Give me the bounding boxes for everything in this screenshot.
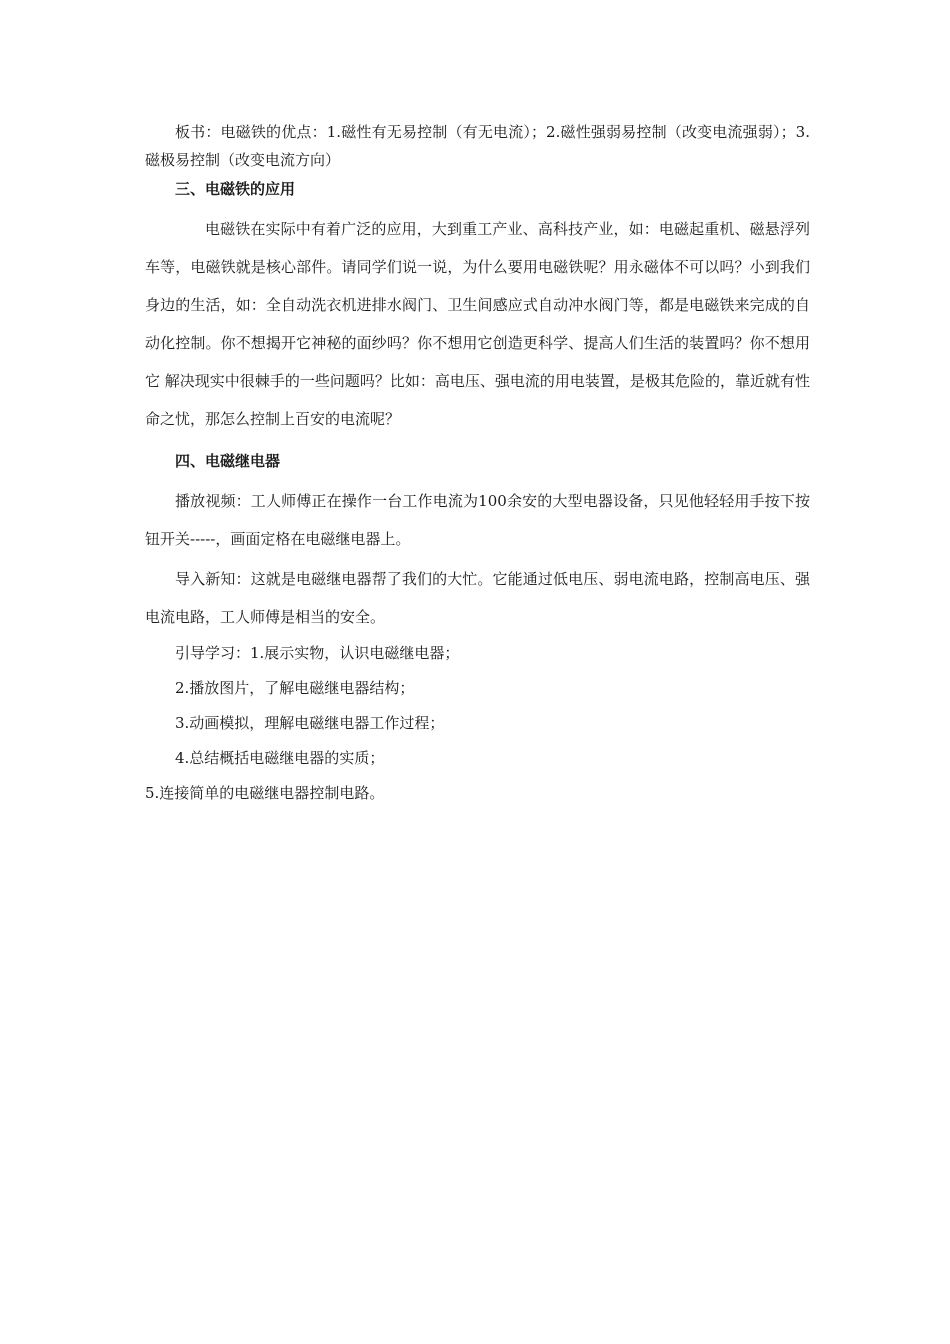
step-item-4: 4.总结概括电磁继电器的实质； — [175, 749, 385, 767]
step-item-1: 引导学习：1.展示实物，认识电磁继电器； — [175, 644, 460, 662]
section-4-intro-paragraph: 导入新知：这就是电磁继电器帮了我们的大忙。它能通过低电压、弱电流电路，控制高电压、强电流电路，工人师傅是相当的安全。 — [145, 570, 810, 626]
step-item-5: 5.连接简单的电磁继电器控制电路。 — [145, 784, 385, 802]
section-3-heading: 三、电磁铁的应用 — [175, 180, 296, 198]
step-item-2: 2.播放图片，了解电磁继电器结构； — [175, 679, 415, 697]
section-4-video-paragraph: 播放视频：工人师傅正在操作一台工作电流为100余安的大型电器设备，只见他轻轻用手按下按钮开关-----，画面定格在电磁继电器上。 — [145, 492, 810, 548]
section-3-body: 电磁铁在实际中有着广泛的应用，大到重工产业、高科技产业，如：电磁起重机、磁悬浮列车等，电磁铁就是核心部件。请同学们说一说，为什么要用电磁铁呢？用永磁体不可以吗？小到我们身边的生活，如：全自动洗衣机进排水阀门、卫生间感应式自动冲水阀门等，都是电磁铁来完成的自动化控制。你不想揭开它神秘的面纱吗？你不想用它创造更科学、提高人们生活的装置吗？你不想用它 解决现实中很棘手的一些问题吗？比如：高电压、强电流的用电装置，是极其危险的，靠近就有性命之忧，那怎么控制上百安的电流呢？ — [145, 220, 810, 428]
section-4-heading: 四、电磁继电器 — [175, 452, 281, 470]
document-page — [145, 118, 810, 811]
step-item-3: 3.动画模拟，理解电磁继电器工作过程； — [175, 714, 445, 732]
board-note: 板书：电磁铁的优点：1.磁性有无易控制（有无电流）；2.磁性强弱易控制（改变电流强弱）；3.磁极易控制（改变电流方向） — [145, 123, 810, 169]
